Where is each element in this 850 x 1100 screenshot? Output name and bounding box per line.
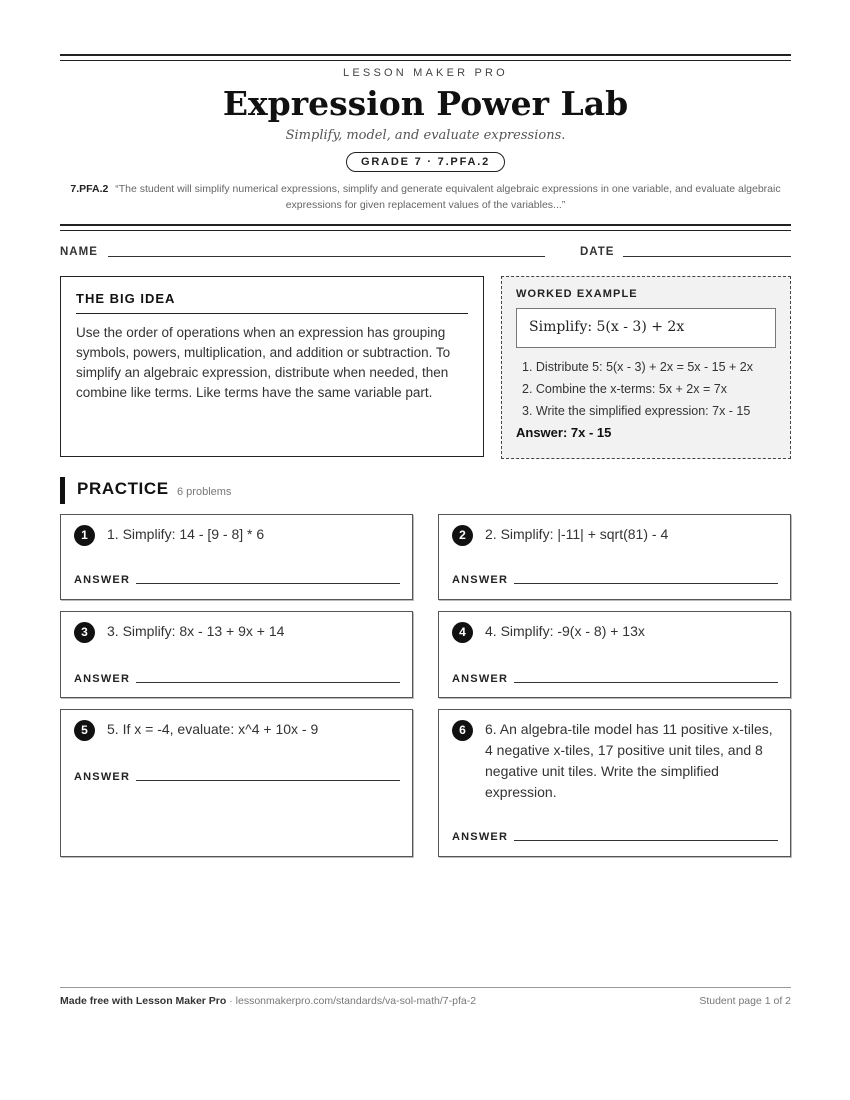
problem-card-3	[60, 611, 413, 698]
footer-page-number: Student page 1 of 2	[699, 995, 791, 1007]
answer-line-4[interactable]	[514, 682, 778, 683]
grade-badge: GRADE 7 · 7.PFA.2	[346, 152, 505, 172]
problem-text: 5. If x = -4, evaluate: x^4 + 10x - 9	[107, 721, 319, 737]
worksheet-title: Expression Power Lab	[222, 84, 629, 123]
problem-text: 3. Simplify: 8x - 13 + 9x + 14	[107, 623, 285, 639]
answer-label: ANSWER	[452, 673, 509, 685]
worked-example-steps	[516, 356, 776, 422]
header-top-rule	[60, 54, 791, 61]
header-bottom-rule	[60, 224, 791, 231]
problem-number-badge: 3	[74, 622, 95, 643]
answer-label: ANSWER	[74, 771, 131, 783]
standard-code: 7.PFA.2	[70, 183, 109, 195]
standard-statement	[60, 181, 791, 213]
problem-number-badge: 1	[74, 525, 95, 546]
problem-number-badge: 6	[452, 720, 473, 741]
footer-credit	[60, 995, 476, 1007]
practice-heading: PRACTICE	[77, 479, 169, 498]
problem-text: 2. Simplify: |-11| + sqrt(81) - 4	[485, 526, 669, 542]
answer-line-1[interactable]	[136, 583, 400, 584]
problem-text: 4. Simplify: -9(x - 8) + 13x	[485, 623, 645, 639]
worked-example-heading: WORKED EXAMPLE	[516, 288, 638, 300]
problem-card-1	[60, 514, 413, 600]
problem-card-6	[438, 709, 791, 857]
worked-example-step: 3. Write the simplified expression: 7x - 15	[522, 404, 751, 418]
problem-card-5	[60, 709, 413, 857]
worked-example-step: 2. Combine the x-terms: 5x + 2x = 7x	[522, 382, 727, 396]
footer-made-with: Made free with Lesson Maker Pro	[60, 995, 227, 1007]
date-field[interactable]	[623, 256, 791, 257]
problem-number-badge: 4	[452, 622, 473, 643]
problem-text: 6. An algebra-tile model has 11 positive x-tiles, 4 negative x-tiles, 17 positive unit tiles, and 8 negative unit tiles. Write the simplified expression.	[485, 721, 773, 800]
worked-example-step: 1. Distribute 5: 5(x - 3) + 2x = 5x - 15 + 2x	[522, 360, 754, 374]
worked-example-problem: Simplify: 5(x - 3) + 2x	[516, 308, 776, 348]
practice-count: 6 problems	[177, 486, 232, 498]
name-field[interactable]	[108, 256, 545, 257]
answer-label: ANSWER	[74, 574, 131, 586]
answer-label: ANSWER	[452, 574, 509, 586]
footer-rule	[60, 987, 791, 988]
answer-label: ANSWER	[74, 673, 131, 685]
problem-text: 1. Simplify: 14 - [9 - 8] * 6	[107, 526, 265, 542]
answer-label: ANSWER	[452, 831, 509, 843]
answer-line-6[interactable]	[514, 840, 778, 841]
big-idea-box	[60, 276, 484, 457]
worked-example-box	[501, 276, 791, 459]
big-idea-heading: THE BIG IDEA	[76, 291, 468, 314]
brand-label: LESSON MAKER PRO	[343, 67, 508, 79]
big-idea-text: Use the order of operations when an expression has grouping symbols, powers, multiplication, and addition or subtraction. To simplify an algebraic expression, distribute when needed, then combine like terms. Like terms have the same variable part.	[76, 325, 451, 400]
problem-card-2	[438, 514, 791, 600]
answer-line-5[interactable]	[136, 780, 400, 781]
worksheet-page	[60, 0, 791, 1100]
date-label: DATE	[580, 246, 615, 258]
grade-badge-wrap	[60, 152, 791, 172]
answer-line-3[interactable]	[136, 682, 400, 683]
problem-number-badge: 5	[74, 720, 95, 741]
standard-text: “The student will simplify numerical expressions, simplify and generate equivalent algebraic expressions in one variable, and evaluate algebraic expressions for given replacement values of the variables...”	[115, 183, 781, 211]
problem-card-4	[438, 611, 791, 698]
worked-example-answer: Answer: 7x - 15	[516, 425, 612, 440]
problem-number-badge: 2	[452, 525, 473, 546]
practice-accent-bar	[60, 477, 65, 504]
name-label: NAME	[60, 246, 98, 258]
answer-line-2[interactable]	[514, 583, 778, 584]
worksheet-subtitle: Simplify, model, and evaluate expressions.	[285, 128, 566, 143]
footer-url[interactable]: · lessonmakerpro.com/standards/va-sol-math/7-pfa-2	[226, 995, 477, 1007]
